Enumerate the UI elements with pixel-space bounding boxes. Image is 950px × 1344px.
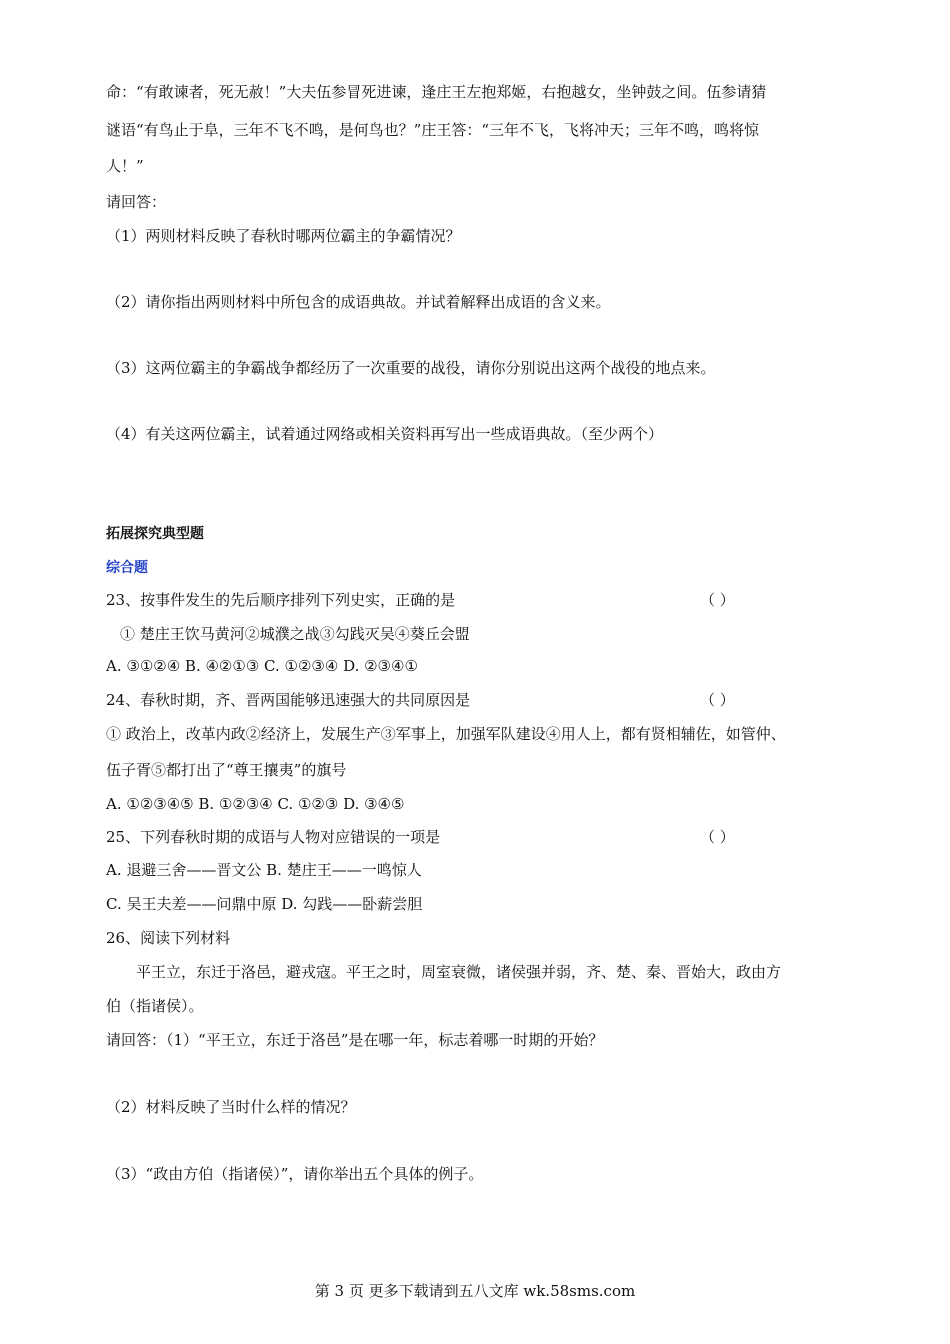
q26-stem: 26、阅读下列材料 [106, 929, 231, 947]
material-line-2: 谜语“有鸟止于阜，三年不飞不鸣，是何鸟也？”庄王答：“三年不飞，飞将冲天；三年不鸣，鸣将惊 [106, 121, 760, 139]
material-line-1: 命：“有敢谏者，死无赦！”大夫伍参冒死进谏，逢庄王左抱郑姬，右抱越女，坐钟鼓之间。伍参请猜 [106, 83, 767, 101]
q23-items: ① 楚庄王饮马黄河②城濮之战③勾践灭吴④葵丘会盟 [120, 625, 470, 643]
q25-answer-blank: （ ） [700, 828, 735, 846]
q23-answer-blank: （ ） [700, 591, 735, 609]
q26-question-1: 请回答：（1）“平王立，东迁于洛邑”是在哪一年，标志着哪一时期的开始？ [106, 1031, 604, 1049]
page-footer: 第 3 页 更多下载请到五八文库 wk.58sms.com [314, 1282, 636, 1300]
q26-material-line-1: 平王立，东迁于洛邑，避戎寇。平王之时，周室衰微，诸侯强并弱，齐、楚、秦、晋始大，政由方 [136, 963, 782, 981]
q24-answer-blank: （ ） [700, 691, 735, 709]
q25-stem: 25、下列春秋时期的成语与人物对应错误的一项是 [106, 828, 441, 846]
q24-options: A. ①②③④⑤ B. ①②③④ C. ①②③ D. ③④⑤ [106, 795, 405, 813]
q24-items-line-2: 伍子胥⑤都打出了“尊王攘夷”的旗号 [106, 761, 347, 779]
question-2: （2）请你指出两则材料中所包含的成语典故。并试着解释出成语的含义来。 [106, 293, 611, 311]
q26-material-line-2: 伯（指诸侯）。 [106, 997, 204, 1015]
q23-stem: 23、按事件发生的先后顺序排列下列史实，正确的是 [106, 591, 456, 609]
q26-question-3: （3）“政由方伯（指诸侯）”，请你举出五个具体的例子。 [106, 1165, 484, 1183]
q23-options: A. ③①②④ B. ④②①③ C. ①②③④ D. ②③④① [106, 657, 418, 675]
q26-question-2: （2）材料反映了当时什么样的情况？ [106, 1098, 356, 1116]
q25-options-line-2: C. 吴王夫差——问鼎中原 D. 勾践——卧薪尝胆 [106, 895, 423, 913]
question-1: （1）两则材料反映了春秋时哪两位霸主的争霸情况？ [106, 227, 461, 245]
answer-prompt: 请回答： [106, 193, 167, 211]
question-4: （4）有关这两位霸主，试着通过网络或相关资料再写出一些成语典故。（至少两个） [106, 425, 664, 443]
section-subtitle: 综合题 [106, 560, 148, 576]
q24-stem: 24、春秋时期，齐、晋两国能够迅速强大的共同原因是 [106, 691, 471, 709]
section-title: 拓展探究典型题 [106, 526, 204, 542]
question-3: （3）这两位霸主的争霸战争都经历了一次重要的战役，请你分别说出这两个战役的地点来。 [106, 359, 716, 377]
q24-items-line-1: ① 政治上，改革内政②经济上，发展生产③军事上，加强军队建设④用人上，都有贤相辅佐，如管仲、 [106, 725, 786, 743]
q25-options-line-1: A. 退避三舍——晋文公 B. 楚庄王——一鸣惊人 [106, 861, 422, 879]
material-line-3: 人！” [106, 157, 144, 175]
